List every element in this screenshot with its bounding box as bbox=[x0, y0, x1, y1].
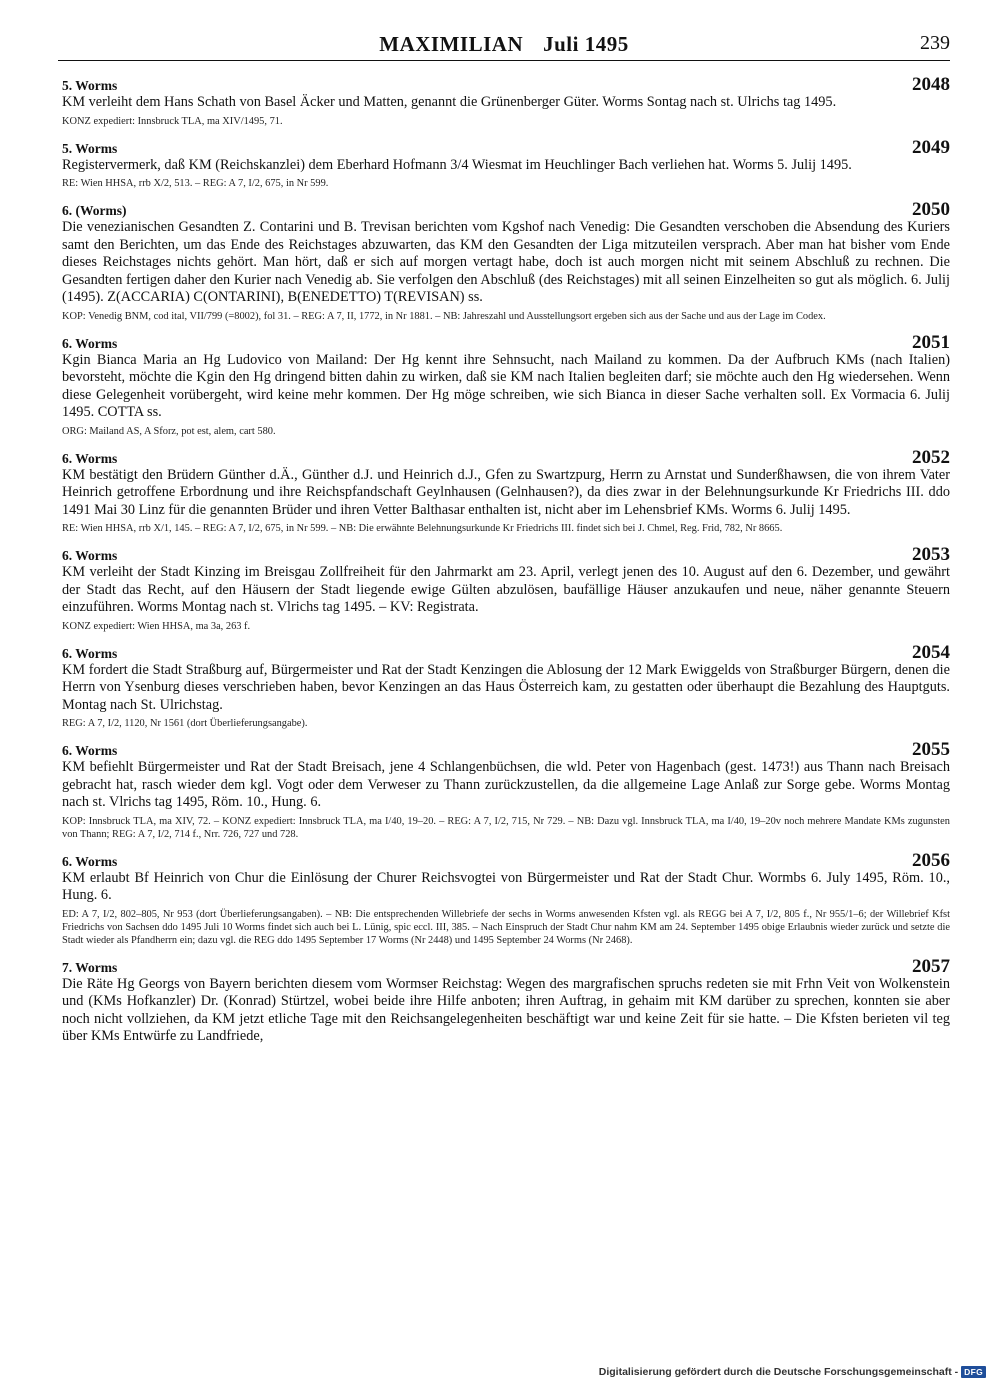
entry-note: ED: A 7, I/2, 802–805, Nr 953 (dort Überlieferungsangaben). – NB: Die entsprechenden Willebriefe der sechs in Worms anwesenden Kfsten vgl. als REGG bei A 7, I/2, 805 f., Nr 955/1–6; der Willebrief Kfst Friedrichs von Sachsen ddo 1495 Juli 10 Worms findet sich auch bei L. Lünig, spic eccl. III, 385. – Nach Einspruch der Stadt Chur nahm KM am 24. September 1495 obige Erlaubnis wieder zurück und setzte die Stadt wieder als Pfandherrn ein; dazu vgl. die REG ddo 1495 September 17 Worms (Nr 2448) und 1495 September 24 Worms (Nr 2468). bbox=[62, 908, 950, 946]
entry-text: Kgin Bianca Maria an Hg Ludovico von Mailand: Der Hg kennt ihre Sehnsucht, nach Mailand zu kommen. Da der Aufbruch KMs (nach Italien) bevorsteht, möchte die Kgin den Hg dringend bitten dahin zu wirken, daß sie KM nach Italien begleiten darf; sie möchte auch den Hg wiedersehen. Wenn diese Gelegenheit vorübergeht, wird keine mehr kommen. Der Hg möge schreiben, wie sich Bianca in dieser Sache verhalten soll. Ex Vormacia 6. Julij 1495. COTTA ss. bbox=[62, 351, 950, 420]
footer-text: Digitalisierung gefördert durch die Deutsche Forschungsgemeinschaft - bbox=[598, 1366, 959, 1378]
entry-date: 7. Worms bbox=[62, 959, 118, 975]
running-title bbox=[58, 32, 950, 57]
running-title-date: Juli 1495 bbox=[543, 32, 629, 56]
entry-number: 2049 bbox=[912, 136, 950, 158]
entry-number: 2053 bbox=[912, 544, 950, 565]
entry-number: 2052 bbox=[912, 446, 950, 468]
entry-text: KM befiehlt Bürgermeister und Rat der Stadt Breisach, jene 4 Schlangenbüchsen, die wld. Peter von Hagenbach (gest. 1473!) aus Thann nach Breisach gebracht hat, rasch wieder dem kgl. Vogt oder dem Verweser zu Thann zurückzustellen, da die allgemeine Lage Anlaß zur Sorge gebe. Worms Montag nach st. Vlrichs tag 1495, Röm. 10., Hung. 6. bbox=[62, 759, 950, 810]
entry-text: Die venezianischen Gesandten Z. Contarini und B. Trevisan berichten vom Kgshof nach Venedig: Die Gesandten verschoben die Absendung des Kuriers samt den Berichten, um das Ende des Reichstages abzuwarten, das KM den Gesandten der Liga mitzuteilen versprach. Aber man hat bisher vom Ende dieses Reichstages nichts gehört. Man hört, daß er sich auf morgen vertagt habe, doch ist auch morgen nicht mit seinem Abschluß zu rechnen. Die Gesandten fertigen daher den Kurier nach Venedig ab. Sie verfolgen den Abschluß (des Reichstages) mit all seinen Einzelheiten so gut als möglich. 6. Julij (1495). Z(ACCARIA) C(ONTARINI), B(ENEDETTO) T(REVISAN) ss. bbox=[62, 219, 950, 305]
entry-text: KM verleiht der Stadt Kinzing im Breisgau Zollfreiheit für den Jahrmarkt am 23. April, verlegt jenen des 10. August auf den 6. Dezember, und gewährt der Stadt das Recht, auf den Häusern der Stadt liegende ewige Gülten abzulösen, baufällige Häuser anzukaufen und neue, näher genannte Steuern einzuführen. Worms Montag nach st. Vlrichs tag 1495. – KV: Registrata. bbox=[62, 564, 950, 615]
entry-2052 bbox=[62, 446, 950, 536]
page-number: 239 bbox=[920, 32, 950, 54]
funding-footer bbox=[599, 1366, 986, 1378]
entry-note: REG: A 7, I/2, 1120, Nr 1561 (dort Überlieferungsangabe). bbox=[62, 718, 308, 729]
entry-text: KM bestätigt den Brüdern Günther d.Ä., Günther d.J. und Heinrich d.J., Gfen zu Swartzpurg, Herrn zu Arnstat und Sunderßhawsen, die von ihrem Vater Heinrich getroffene Erbordnung und ihre Reichspfandschaft Geylnhausen (Gelnhausen?), da dies zwar in der Belehnungsurkunde Kr Friedrichs III. ddo 1491 Mai 30 Linz für die genannten Brüder und ihren Vetter Balthasar enthalten ist, nicht aber im Lehensbrief KMs. Worms 6. Julij 1495. bbox=[62, 466, 950, 518]
entry-number: 2056 bbox=[912, 849, 950, 871]
entry-date: 6. Worms bbox=[62, 645, 118, 661]
entry-date: 6. Worms bbox=[62, 335, 118, 351]
entry-text: KM fordert die Stadt Straßburg auf, Bürgermeister und Rat der Stadt Kenzingen die Ablosung der 12 Mark Ewiggelds von Straßburger Bürgern, denen die Herrn von Ysenburg dieses verschrieben haben, bevor Kenzingen an das Haus Österreich kam, zu gestatten oder überhaupt die Bezahlung des Hauptguts. Montag nach St. Ulrichstag. bbox=[62, 661, 950, 713]
entry-2048 bbox=[62, 76, 950, 128]
entry-date: 6. (Worms) bbox=[62, 203, 127, 218]
entry-date: 6. Worms bbox=[62, 450, 118, 466]
entry-2053 bbox=[62, 546, 950, 633]
entry-text: KM erlaubt Bf Heinrich von Chur die Einlösung der Churer Reichsvogtei von Bürgermeister und Rat der Stadt Chur. Wormbs 6. July 1495, Röm. 10., Hung. 6. bbox=[62, 869, 950, 903]
entry-date: 6. Worms bbox=[62, 853, 118, 869]
entry-date: 6. Worms bbox=[62, 548, 118, 563]
entry-note: RE: Wien HHSA, rrb X/2, 513. – REG: A 7, I/2, 675, in Nr 599. bbox=[62, 178, 329, 189]
entry-2050 bbox=[62, 201, 950, 323]
entry-note: KONZ expediert: Innsbruck TLA, ma XIV/1495, 71. bbox=[62, 115, 283, 127]
entry-date: 5. Worms bbox=[62, 78, 118, 93]
entry-number: 2055 bbox=[912, 739, 950, 760]
entry-date: 5. Worms bbox=[62, 140, 118, 156]
entry-2054 bbox=[62, 641, 950, 731]
entry-2051 bbox=[62, 331, 950, 438]
entry-note: RE: Wien HHSA, rrb X/1, 145. – REG: A 7, I/2, 675, in Nr 599. – NB: Die erwähnte Belehnungsurkunde Kr Friedrichs III. findet sich bei J. Chmel, Reg. Frid, 782, Nr 8665. bbox=[62, 523, 783, 534]
entry-number: 2057 bbox=[912, 955, 950, 977]
entry-number: 2051 bbox=[912, 331, 950, 353]
dfg-logo: DFG bbox=[961, 1366, 986, 1378]
entry-2056 bbox=[62, 849, 950, 947]
entry-text: Registervermerk, daß KM (Reichskanzlei) dem Eberhard Hofmann 3/4 Wiesmat im Heuchlinger Bach verliehen hat. Worms 5. Julij 1495. bbox=[62, 156, 852, 173]
entry-date: 6. Worms bbox=[62, 743, 118, 758]
entry-number: 2054 bbox=[912, 641, 950, 663]
entry-note: KONZ expediert: Wien HHSA, ma 3a, 263 f. bbox=[62, 620, 251, 632]
entry-number: 2050 bbox=[912, 199, 950, 220]
entry-2049 bbox=[62, 136, 950, 191]
entries-list bbox=[62, 76, 950, 1057]
entry-note: KOP: Venedig BNM, cod ital, VII/799 (=8002), fol 31. – REG: A 7, II, 1772, in Nr 1881. – NB: Jahreszahl und Ausstellungsort ergeben sich aus der Sache und aus der Lage im Codex. bbox=[62, 310, 826, 322]
running-title-name: MAXIMILIAN bbox=[379, 32, 524, 56]
entry-text: KM verleiht dem Hans Schath von Basel Äcker und Matten, genannt die Grünenberger Güter. Worms Sontag nach st. Ulrichs tag 1495. bbox=[62, 94, 837, 110]
entry-2057 bbox=[62, 955, 950, 1046]
entry-number: 2048 bbox=[912, 74, 950, 95]
entry-note: KOP: Innsbruck TLA, ma XIV, 72. – KONZ expediert: Innsbruck TLA, ma I/40, 19–20. – REG: A 7, I/2, 715, Nr 729. – NB: Dazu vgl. Innsbruck TLA, ma I/40, 19–20v noch mehrere Mandate KMs zugunsten von Thann; REG: A 7, I/2, 714 f., Nrr. 726, 727 und 728. bbox=[62, 815, 950, 840]
entry-note: ORG: Mailand AS, A Sforz, pot est, alem, cart 580. bbox=[62, 425, 276, 437]
entry-text: Die Räte Hg Georgs von Bayern berichten diesem vom Wormser Reichstag: Wegen des margrafischen spruchs redeten sie mit Frhn Veit von Wolkenstein und (KMs Hofkanzler) Dr. (Konrad) Stürtzel, wobei beide ihre Hilfe anboten; ihren Auftrag, in gehaim mit KM darüber zu sprechen, konnten sie aber noch nicht vollziehen, da KM jetzt etliche Tage mit den Reichsangelegenheiten beschäftigt war und keine Zeit für sie hatte. – Die Kfsten berieten vil teg über KMs Entwürfe zu Landfriede, bbox=[62, 975, 950, 1044]
page-header bbox=[58, 30, 950, 61]
entry-2055 bbox=[62, 741, 950, 841]
